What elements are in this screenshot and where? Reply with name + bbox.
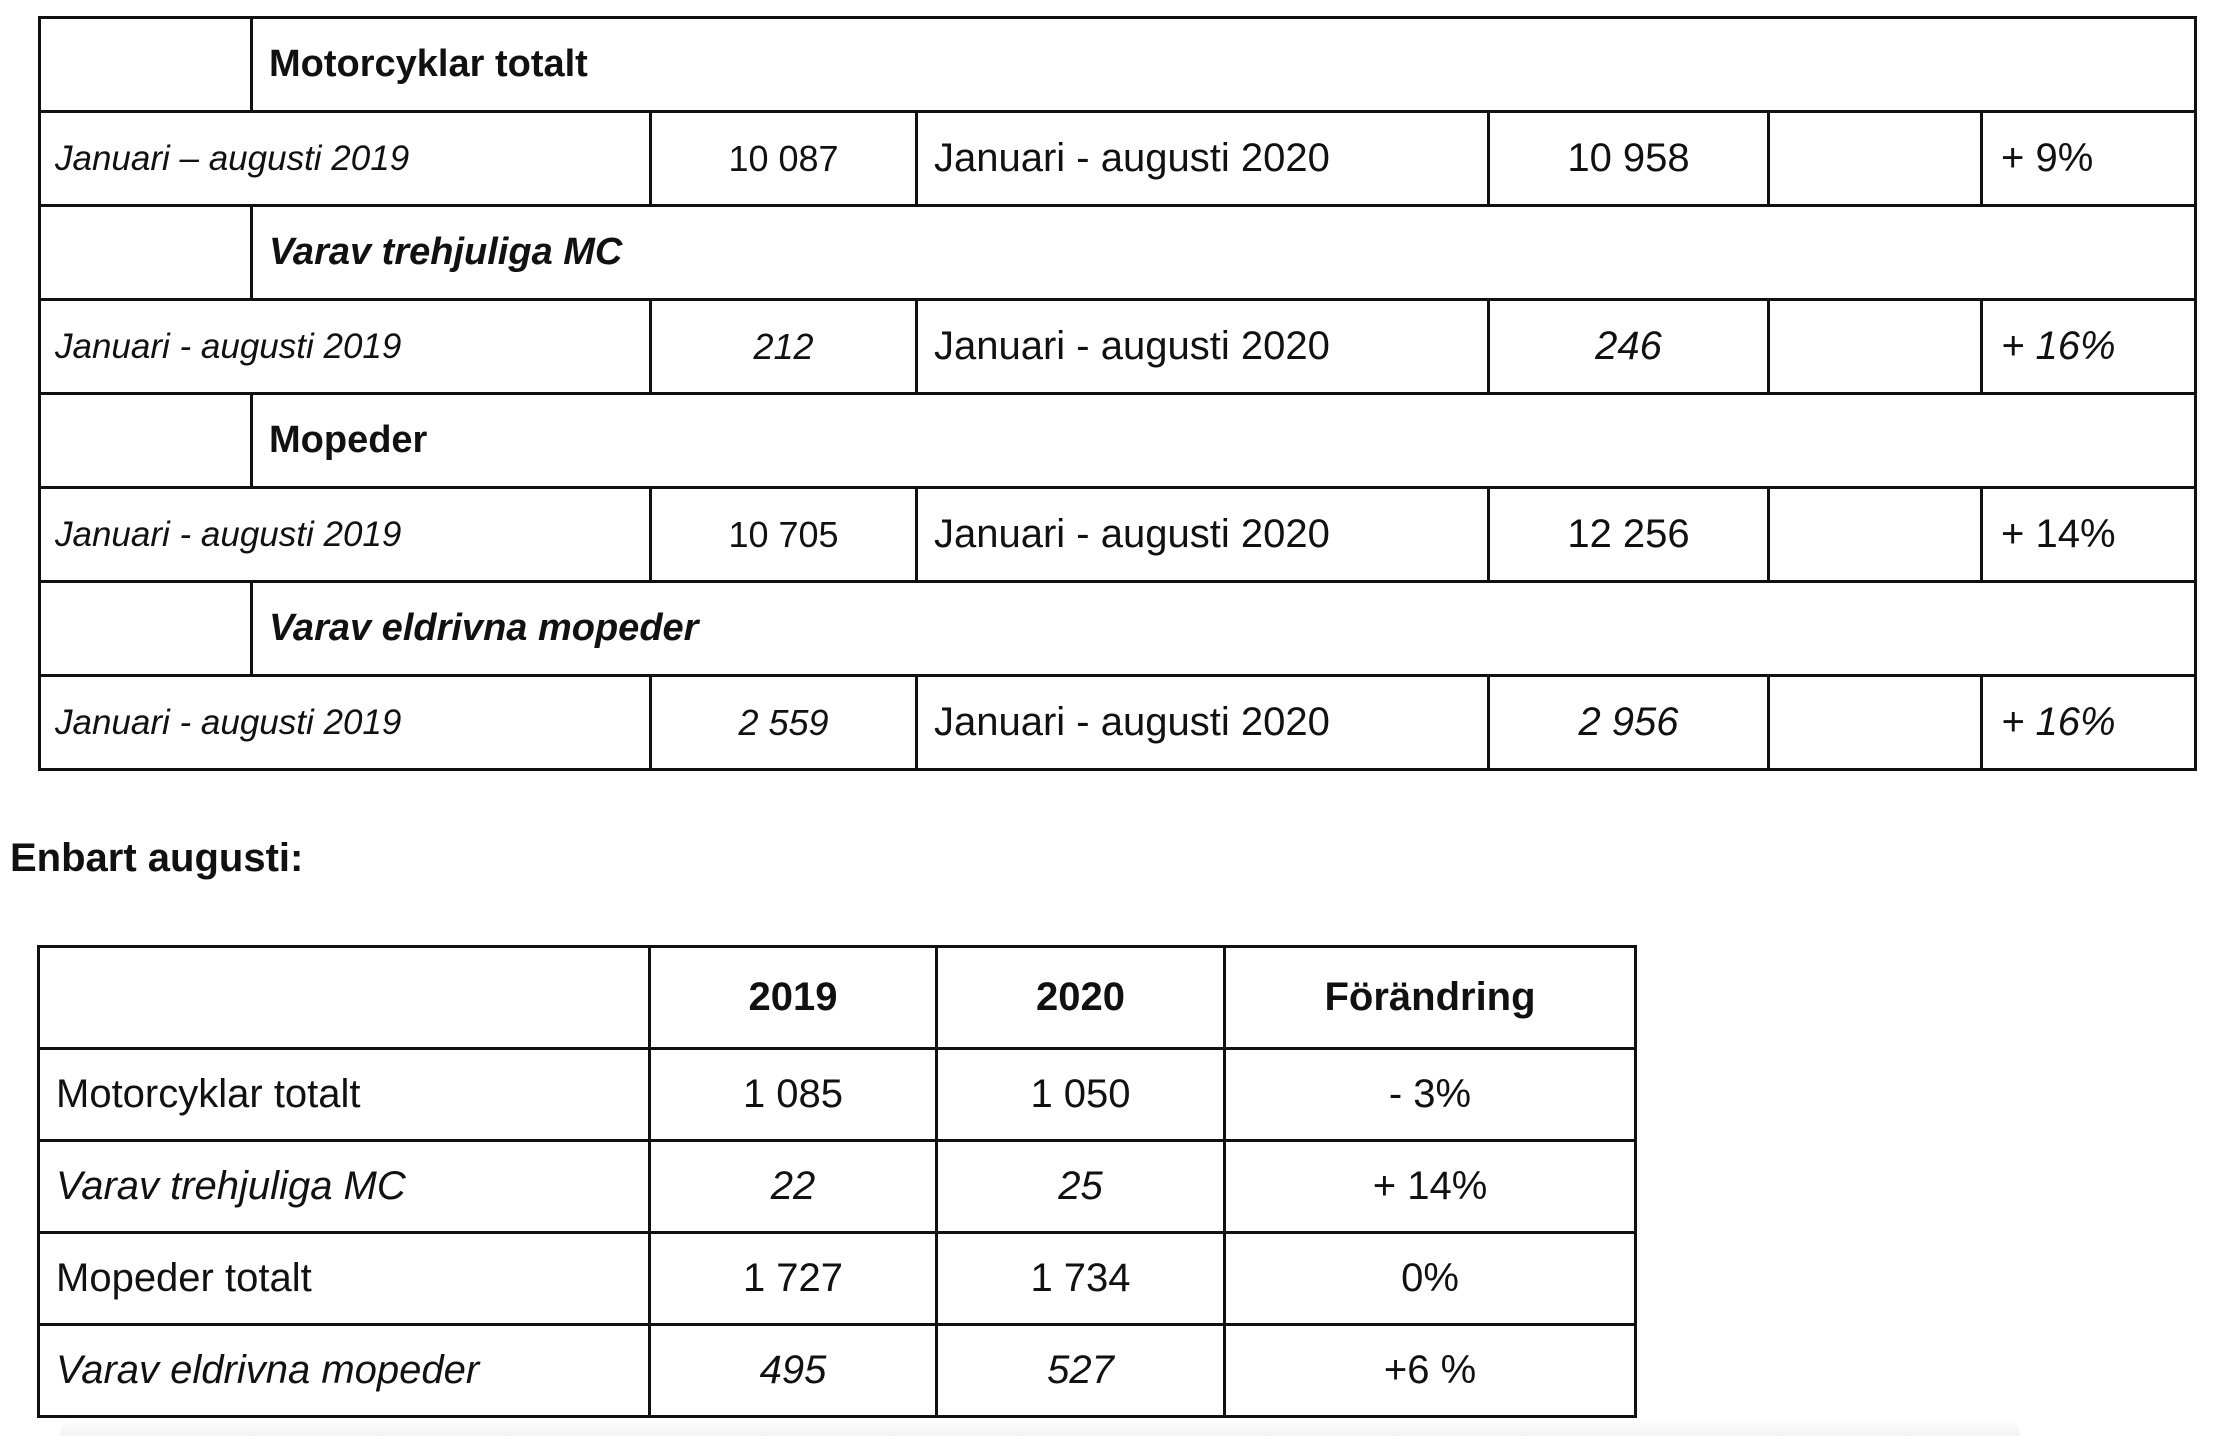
heading-spacer-cell bbox=[40, 394, 252, 488]
period-2019-value: 10 705 bbox=[651, 488, 917, 582]
august-header-row bbox=[39, 947, 1636, 1049]
august-table bbox=[37, 945, 1637, 1418]
change-percent: + 16% bbox=[1982, 300, 2196, 394]
section-heading-row bbox=[40, 18, 2196, 112]
change-percent: + 14% bbox=[1982, 488, 2196, 582]
heading-spacer-cell bbox=[40, 582, 252, 676]
change-percent: + 16% bbox=[1982, 676, 2196, 770]
empty-cell bbox=[1769, 488, 1982, 582]
column-header: Förändring bbox=[1225, 947, 1636, 1049]
period-2020-label: Januari - augusti 2020 bbox=[917, 300, 1489, 394]
value-2019: 1 727 bbox=[650, 1233, 937, 1325]
row-label: Varav eldrivna mopeder bbox=[39, 1325, 650, 1417]
table-row bbox=[39, 1049, 1636, 1141]
section-heading: Mopeder bbox=[252, 394, 2196, 488]
period-2020-value: 2 956 bbox=[1489, 676, 1769, 770]
table-row bbox=[39, 1233, 1636, 1325]
period-2019-label: Januari – augusti 2019 bbox=[40, 112, 651, 206]
period-2020-value: 246 bbox=[1489, 300, 1769, 394]
period-2019-label: Januari - augusti 2019 bbox=[40, 300, 651, 394]
empty-cell bbox=[1769, 112, 1982, 206]
section-data-row bbox=[40, 300, 2196, 394]
value-2019: 22 bbox=[650, 1141, 937, 1233]
period-2019-label: Januari - augusti 2019 bbox=[40, 676, 651, 770]
period-2019-value: 212 bbox=[651, 300, 917, 394]
change-percent: +6 % bbox=[1225, 1325, 1636, 1417]
section-heading-row bbox=[40, 394, 2196, 488]
value-2020: 1 050 bbox=[937, 1049, 1225, 1141]
section-heading: Motorcyklar totalt bbox=[252, 18, 2196, 112]
row-label: Mopeder totalt bbox=[39, 1233, 650, 1325]
change-percent: + 14% bbox=[1225, 1141, 1636, 1233]
heading-spacer-cell bbox=[40, 206, 252, 300]
period-2019-value: 2 559 bbox=[651, 676, 917, 770]
period-2020-value: 12 256 bbox=[1489, 488, 1769, 582]
section-data-row bbox=[40, 676, 2196, 770]
section-data-row bbox=[40, 112, 2196, 206]
period-2020-label: Januari - augusti 2020 bbox=[917, 488, 1489, 582]
section-heading: Varav trehjuliga MC bbox=[252, 206, 2196, 300]
period-2019-value: 10 087 bbox=[651, 112, 917, 206]
empty-cell bbox=[1769, 300, 1982, 394]
row-label: Varav trehjuliga MC bbox=[39, 1141, 650, 1233]
value-2019: 495 bbox=[650, 1325, 937, 1417]
section-heading-row bbox=[40, 582, 2196, 676]
column-header: 2019 bbox=[650, 947, 937, 1049]
august-heading: Enbart augusti: bbox=[10, 836, 304, 880]
value-2019: 1 085 bbox=[650, 1049, 937, 1141]
period-comparison-table bbox=[38, 16, 2197, 771]
change-percent: 0% bbox=[1225, 1233, 1636, 1325]
value-2020: 25 bbox=[937, 1141, 1225, 1233]
empty-cell bbox=[1769, 676, 1982, 770]
column-header bbox=[39, 947, 650, 1049]
table-row bbox=[39, 1141, 1636, 1233]
row-label: Motorcyklar totalt bbox=[39, 1049, 650, 1141]
period-2020-value: 10 958 bbox=[1489, 112, 1769, 206]
section-data-row bbox=[40, 488, 2196, 582]
value-2020: 527 bbox=[937, 1325, 1225, 1417]
section-heading: Varav eldrivna mopeder bbox=[252, 582, 2196, 676]
period-2019-label: Januari - augusti 2019 bbox=[40, 488, 651, 582]
table-row bbox=[39, 1325, 1636, 1417]
change-percent: + 9% bbox=[1982, 112, 2196, 206]
bottom-edge-shadow bbox=[60, 1418, 2020, 1436]
period-2020-label: Januari - augusti 2020 bbox=[917, 112, 1489, 206]
heading-spacer-cell bbox=[40, 18, 252, 112]
change-percent: - 3% bbox=[1225, 1049, 1636, 1141]
period-2020-label: Januari - augusti 2020 bbox=[917, 676, 1489, 770]
column-header: 2020 bbox=[937, 947, 1225, 1049]
section-heading-row bbox=[40, 206, 2196, 300]
value-2020: 1 734 bbox=[937, 1233, 1225, 1325]
